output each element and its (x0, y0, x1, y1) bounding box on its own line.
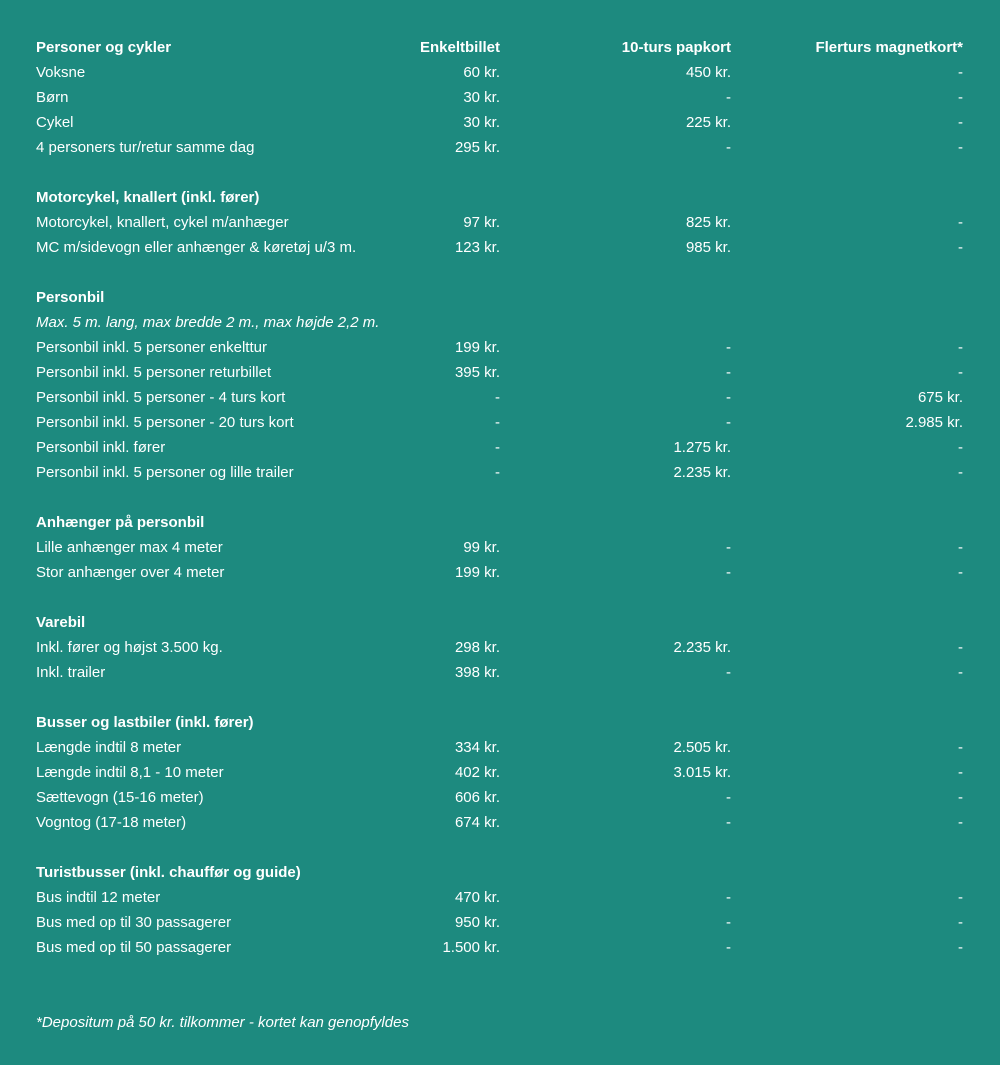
price-cell: 825 kr. (685, 214, 731, 231)
section-title: Personbil (36, 289, 105, 306)
price-cell: 295 kr. (454, 139, 500, 156)
table-row (36, 935, 963, 960)
price-cell: - (958, 939, 963, 956)
table-section-6 (36, 860, 963, 960)
row-label: Personbil inkl. 5 personer returbillet (36, 364, 272, 381)
price-cell: 675 kr. (917, 389, 963, 406)
footnote: *Depositum på 50 kr. tilkommer - kortet kan genopfyldes (36, 1014, 409, 1031)
price-cell: 199 kr. (454, 339, 500, 356)
section-header-row (36, 285, 963, 310)
price-cell: 1.500 kr. (442, 939, 500, 956)
price-cell: - (726, 364, 731, 381)
section-header-row (36, 185, 963, 210)
price-cell: 2.505 kr. (673, 739, 731, 756)
table-row (36, 810, 963, 835)
section-header-row (36, 510, 963, 535)
row-label: Inkl. fører og højst 3.500 kg. (36, 639, 223, 656)
table-row (36, 910, 963, 935)
price-cell: 2.235 kr. (673, 464, 731, 481)
price-cell: - (958, 439, 963, 456)
table-row (36, 410, 963, 435)
price-cell: - (726, 89, 731, 106)
row-label: Børn (36, 89, 69, 106)
section-header-row (36, 35, 963, 60)
row-label: Personbil inkl. 5 personer - 4 turs kort (36, 389, 286, 406)
section-title: Varebil (36, 614, 86, 631)
price-cell: 450 kr. (685, 64, 731, 81)
table-section-2 (36, 285, 963, 485)
price-cell: 402 kr. (454, 764, 500, 781)
column-header-2: 10-turs papkort (621, 39, 731, 56)
row-label: 4 personers tur/retur samme dag (36, 139, 255, 156)
table-section-4 (36, 610, 963, 685)
section-title: Motorcykel, knallert (inkl. fører) (36, 189, 260, 206)
row-label: Længde indtil 8,1 - 10 meter (36, 764, 224, 781)
section-header-row (36, 860, 963, 885)
table-row (36, 210, 963, 235)
table-row (36, 335, 963, 360)
section-subtitle: Max. 5 m. lang, max bredde 2 m., max højde 2,2 m. (36, 314, 380, 331)
row-label: Personbil inkl. fører (36, 439, 166, 456)
table-row (36, 660, 963, 685)
price-cell: 30 kr. (463, 114, 500, 131)
price-cell: - (726, 339, 731, 356)
row-label: Cykel (36, 114, 74, 131)
price-cell: - (958, 739, 963, 756)
price-cell: - (958, 914, 963, 931)
price-cell: - (726, 939, 731, 956)
price-cell: - (726, 139, 731, 156)
table-row (36, 60, 963, 85)
section-title: Personer og cykler (36, 39, 172, 56)
price-cell: - (726, 814, 731, 831)
price-cell: - (958, 364, 963, 381)
section-title: Turistbusser (inkl. chauffør og guide) (36, 864, 301, 881)
section-header-row (36, 710, 963, 735)
table-row (36, 435, 963, 460)
price-cell: 985 kr. (685, 239, 731, 256)
section-header-row (36, 610, 963, 635)
price-cell: - (726, 564, 731, 581)
row-label: Længde indtil 8 meter (36, 739, 182, 756)
price-cell: - (726, 889, 731, 906)
price-cell: 1.275 kr. (673, 439, 731, 456)
price-cell: - (958, 889, 963, 906)
price-cell: - (958, 789, 963, 806)
price-cell: 30 kr. (463, 89, 500, 106)
row-label: MC m/sidevogn eller anhænger & køretøj u/3 m. (36, 239, 357, 256)
table-row (36, 460, 963, 485)
price-cell: 2.235 kr. (673, 639, 731, 656)
price-cell: 395 kr. (454, 364, 500, 381)
column-header-3: Flerturs magnetkort* (815, 39, 963, 56)
row-label: Lille anhænger max 4 meter (36, 539, 223, 556)
price-cell: - (726, 389, 731, 406)
price-cell: - (958, 239, 963, 256)
table-section-3 (36, 510, 963, 585)
column-header-1: Enkeltbillet (419, 39, 500, 56)
section-title: Busser og lastbiler (inkl. fører) (36, 714, 254, 731)
price-cell: - (495, 439, 500, 456)
row-label: Personbil inkl. 5 personer og lille trailer (36, 464, 294, 481)
price-cell: 199 kr. (454, 564, 500, 581)
price-cell: 3.015 kr. (673, 764, 731, 781)
price-cell: 225 kr. (685, 114, 731, 131)
price-cell: 298 kr. (454, 639, 500, 656)
row-label: Bus med op til 50 passagerer (36, 939, 232, 956)
price-cell: - (958, 664, 963, 681)
row-label: Bus med op til 30 passagerer (36, 914, 232, 931)
price-cell: 398 kr. (454, 664, 500, 681)
table-row (36, 385, 963, 410)
row-label: Motorcykel, knallert, cykel m/anhæger (36, 214, 289, 231)
row-label: Inkl. trailer (36, 664, 106, 681)
price-cell: 334 kr. (454, 739, 500, 756)
price-cell: - (958, 139, 963, 156)
price-cell: - (495, 389, 500, 406)
price-cell: - (726, 789, 731, 806)
table-row (36, 635, 963, 660)
table-row (36, 110, 963, 135)
price-cell: - (495, 414, 500, 431)
price-cell: 674 kr. (454, 814, 500, 831)
table-row (36, 135, 963, 160)
table-section-5 (36, 710, 963, 835)
price-cell: - (958, 89, 963, 106)
row-label: Vogntog (17-18 meter) (36, 814, 187, 831)
price-cell: - (726, 414, 731, 431)
price-cell: - (495, 464, 500, 481)
row-label: Personbil inkl. 5 personer - 20 turs kort (36, 414, 294, 431)
price-cell: - (958, 214, 963, 231)
price-cell: 99 kr. (463, 539, 500, 556)
table-row (36, 360, 963, 385)
price-cell: - (958, 64, 963, 81)
price-cell: 2.985 kr. (905, 414, 963, 431)
price-cell: - (726, 539, 731, 556)
row-label: Bus indtil 12 meter (36, 889, 161, 906)
price-cell: 97 kr. (463, 214, 500, 231)
price-cell: 60 kr. (463, 64, 500, 81)
table-section-1 (36, 185, 963, 260)
table-row (36, 560, 963, 585)
row-label: Personbil inkl. 5 personer enkelttur (36, 339, 267, 356)
price-cell: - (958, 114, 963, 131)
table-row (36, 735, 963, 760)
row-label: Voksne (36, 64, 86, 81)
price-cell: - (958, 814, 963, 831)
price-cell: - (958, 539, 963, 556)
row-label: Stor anhænger over 4 meter (36, 564, 225, 581)
section-subtitle-row (36, 310, 963, 335)
row-label: Sættevogn (15-16 meter) (36, 789, 204, 806)
section-title: Anhænger på personbil (36, 514, 205, 531)
table-row (36, 885, 963, 910)
price-cell: - (726, 664, 731, 681)
price-cell: 470 kr. (454, 889, 500, 906)
table-section-0 (36, 35, 963, 160)
price-cell: 123 kr. (454, 239, 500, 256)
table-sections (36, 35, 963, 960)
table-row (36, 785, 963, 810)
table-row (36, 760, 963, 785)
price-cell: - (958, 464, 963, 481)
price-cell: - (958, 639, 963, 656)
price-cell: - (958, 764, 963, 781)
table-row (36, 535, 963, 560)
table-row (36, 85, 963, 110)
price-cell: - (958, 339, 963, 356)
price-cell: 950 kr. (454, 914, 500, 931)
price-cell: 606 kr. (454, 789, 500, 806)
price-cell: - (958, 564, 963, 581)
table-row (36, 235, 963, 260)
price-cell: - (726, 914, 731, 931)
